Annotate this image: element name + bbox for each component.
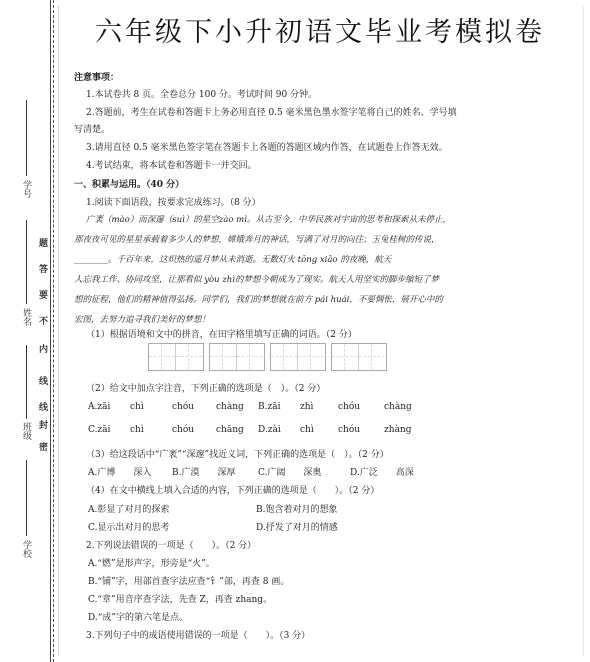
notice-item-2-cont: 写清楚。	[74, 125, 111, 135]
seal-char-2: 答	[37, 264, 47, 273]
seal-char-4: 不	[37, 316, 47, 325]
option-b: B.广漠 深厚	[172, 468, 236, 478]
option-a: A.彰显了对月的探索	[88, 505, 170, 515]
name-label: 姓名	[21, 308, 31, 326]
class-label: 班级	[21, 422, 31, 440]
question-1: 1.阅读下面语段，按要求完成练习。（8 分）	[86, 198, 261, 208]
answer-box-3[interactable]	[270, 343, 326, 371]
seal-char-1: 题	[37, 238, 47, 247]
option-text: chàng	[384, 402, 412, 412]
option-text: chì	[300, 425, 314, 435]
notice-item-2: 2.答题前，考生在试卷和答题卡上务必用直径 0.5 毫米黑色墨水签字笔将自己的姓名、学号填	[86, 108, 457, 118]
sub-question-2: （2）给文中加点字注音，下列正确的选项是（ ）。（2 分）	[86, 384, 326, 394]
option-text: chàng	[216, 402, 244, 412]
option-text: B.zāi	[258, 402, 281, 412]
option-text: D.zài	[258, 425, 281, 435]
option-c: C.显示出对月的思考	[88, 523, 170, 533]
question-2: 2.下列说法错误的一项是（ ）。（2 分）	[86, 541, 257, 551]
student-id-line	[26, 100, 27, 176]
sub-question-4: （4）在文中横线上填入合适的内容，下列正确的选项是（ ）。（2 分）	[86, 486, 380, 496]
question-3: 3.下列句子中的成语使用错误的一项是（ ）。（3 分）	[86, 631, 311, 641]
option-text: chóu	[338, 402, 361, 412]
option-a: A.“燃”是形声字，形旁是“火”。	[88, 559, 215, 569]
school-label: 学校	[21, 540, 31, 558]
option-b: B.“铺”字，用部首查字法应查“钅”部，再查 8 画。	[88, 577, 290, 587]
notice-item-1: 1.本试卷共 8 页。全卷总分 100 分。考试时间 90 分钟。	[86, 90, 318, 100]
option-c: C.广阔 深奥	[258, 468, 322, 478]
notice-heading: 注意事项：	[74, 73, 120, 83]
binding-line-outer	[50, 0, 51, 662]
option-text: chóu	[338, 425, 361, 435]
option-text: chì	[130, 425, 144, 435]
seal-char-6: 线	[37, 376, 47, 385]
option-text: chāng	[216, 425, 244, 435]
passage-line-4: 人忘我工作、协同攻坚，让那看似 yòu zhì的梦想今朝成为了现实。航天人用坚实的脚步缩短了梦	[74, 275, 439, 285]
option-text: zhàng	[384, 425, 412, 435]
seal-char-5: 内	[37, 344, 47, 353]
tianzige-grid	[148, 343, 388, 373]
passage-line-2: 那夜夜可见的星星承载着多少人的梦想，嫦娥奔月的神话，写满了对月的向往；玉兔桂树的传说，	[74, 235, 440, 245]
seal-word-2: 封	[37, 420, 47, 429]
name-line	[26, 220, 27, 304]
notice-item-3: 3.请用直径 0.5 毫米黑色签字笔在答题卡上各题的答题区域内作答，在试题卷上作答无效。	[86, 143, 448, 153]
option-d: D.抒发了对月的情感	[256, 523, 338, 533]
answer-box-1[interactable]	[148, 343, 204, 371]
notice-item-4: 4.考试结束，将本试卷和答题卡一并交回。	[86, 161, 257, 171]
seal-word-3: 密	[37, 442, 47, 451]
answer-box-4[interactable]	[331, 343, 387, 371]
option-text: C.zāi	[88, 425, 111, 435]
seal-word-1: 线	[37, 402, 47, 411]
student-id-label: 学号	[21, 180, 31, 198]
school-line	[26, 460, 27, 536]
passage-line-1: 广袤（mào）而深邃（suì）的星空zào mì。从古至今，中华民族对宇宙的思考和探索从未停止，	[86, 215, 451, 225]
class-line	[26, 345, 27, 419]
option-b: B.饱含着对月的想象	[256, 505, 338, 515]
passage-line-3: ________。千百年来，这炽热的遥月梦从未消逝。无数灯火 tōng xiāo 的夜晚，航天	[74, 255, 392, 265]
option-a: A.广博 深入	[88, 468, 152, 478]
passage-line-6: 宏图，去努力追寻我们美好的梦想！	[74, 315, 211, 325]
exam-title: 六年级下小升初语文毕业考模拟卷	[95, 17, 545, 48]
option-d: D.“成”字的第六笔是点。	[88, 613, 188, 623]
passage-line-5: 想的征程，他们的精神值得弘扬。同学们，我们的梦想就在前方 pái huái，不要惆怅，展开心中的	[74, 295, 443, 305]
sub-question-3: （3）给这段话中“广袤”“深邃”找近义词，下列正确的选项是（ ）。（2 分）	[86, 450, 389, 460]
option-text: zhì	[300, 402, 314, 412]
option-c: C.“章”用音序查字法，先查 Z，再查 zhang。	[88, 595, 273, 605]
answer-box-2[interactable]	[209, 343, 265, 371]
option-text: chì	[130, 402, 144, 412]
sub-question-1: （1）根据语境和文中的拼音，在田字格里填写正确的词语。（2 分）	[86, 330, 357, 340]
option-text: chóu	[172, 425, 195, 435]
binding-line-dashed	[53, 0, 54, 662]
seal-char-3: 要	[37, 290, 47, 299]
section-1-heading: 一、积累与运用。（40 分）	[74, 180, 185, 190]
option-text: A.zāi	[88, 402, 111, 412]
option-d: D.广泛 高深	[350, 468, 414, 478]
option-text: chóu	[172, 402, 195, 412]
